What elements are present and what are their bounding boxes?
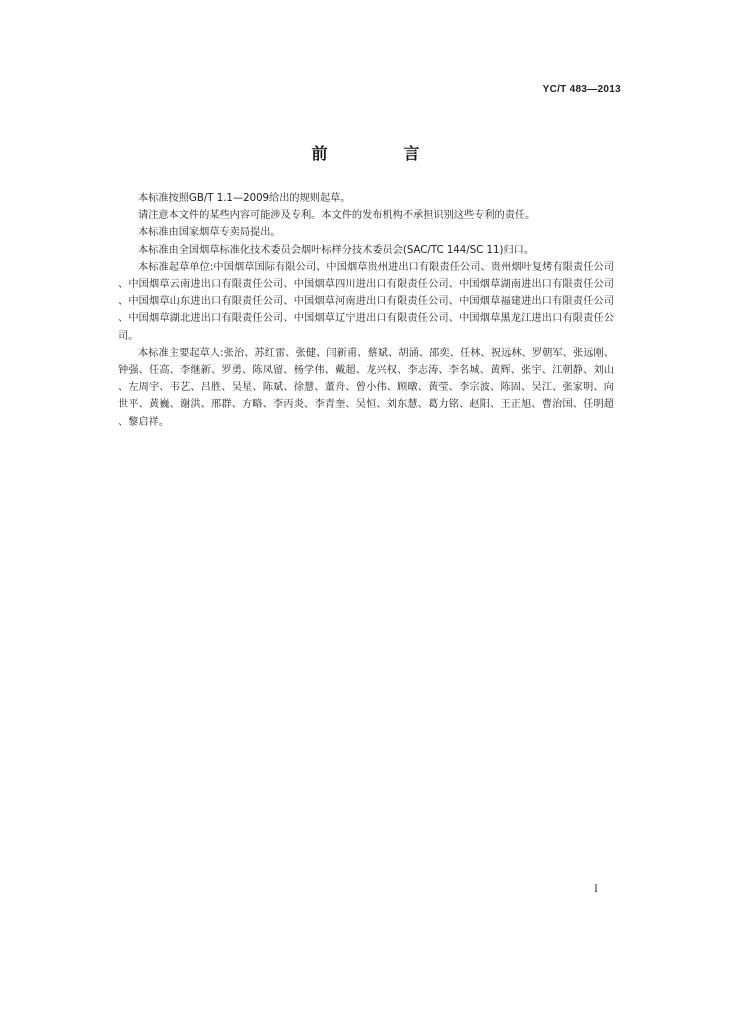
paragraph-under-jurisdiction: 本标准由全国烟草标准化技术委员会烟叶标样分技术委员会(SAC/TC 144/SC 11)归口。 — [138, 244, 535, 256]
paragraph-main-drafters: 本标准主要起草人:张治、苏红雷、张健、闫新甫、蔡斌、胡涌、邵奕、任林、祝远林、罗朝军、张远刚、钟强、任高、李继新、罗勇、陈凤留、杨学伟、戴超、龙兴权、李志涛、李名城、黄辉、张宇、江朝静、刘山、左周宇、韦艺、吕胜、吴星、陈斌、徐慧、董舟、曾小伟、顾暾、黄莹、李宗波、陈固、吴江、张家明、向世平、黄巍、谢洪、邢群、方略、李丙炎、李青奎、吴恒、刘东慧、葛力铭、赵阳、王正旭、曹治国、任明超、黎启祥。 — [118, 347, 614, 428]
paragraph-drafting-rules: 本标准按照GB/T 1.1—2009给出的规则起草。 — [138, 193, 351, 204]
page-title: 前 言 — [311, 144, 450, 163]
paragraph-proposed-by: 本标准由国家烟草专卖局提出。 — [138, 227, 281, 239]
standard-code: YC/T 483—2013 — [542, 84, 621, 95]
paragraph-patent-notice: 请注意本文件的某些内容可能涉及专利。本文件的发布机构不承担识别这些专利的责任。 — [138, 210, 536, 222]
paragraph-drafting-organizations: 本标准起草单位:中国烟草国际有限公司、中国烟草贵州进出口有限责任公司、贵州烟叶复烤有限责任公司、中国烟草云南进出口有限责任公司、中国烟草四川进出口有限责任公司、中国烟草湖南进出口有限责任公司、中国烟草山东进出口有限责任公司、中国烟草河南进出口有限责任公司、中国烟草福建进出口有限责任公司、中国烟草湖北进出口有限责任公司、中国烟草辽宁进出口有限责任公司、中国烟草黑龙江进出口有限责任公司。 — [118, 261, 614, 342]
foreword-body — [118, 190, 614, 431]
page-number: I — [594, 884, 598, 895]
